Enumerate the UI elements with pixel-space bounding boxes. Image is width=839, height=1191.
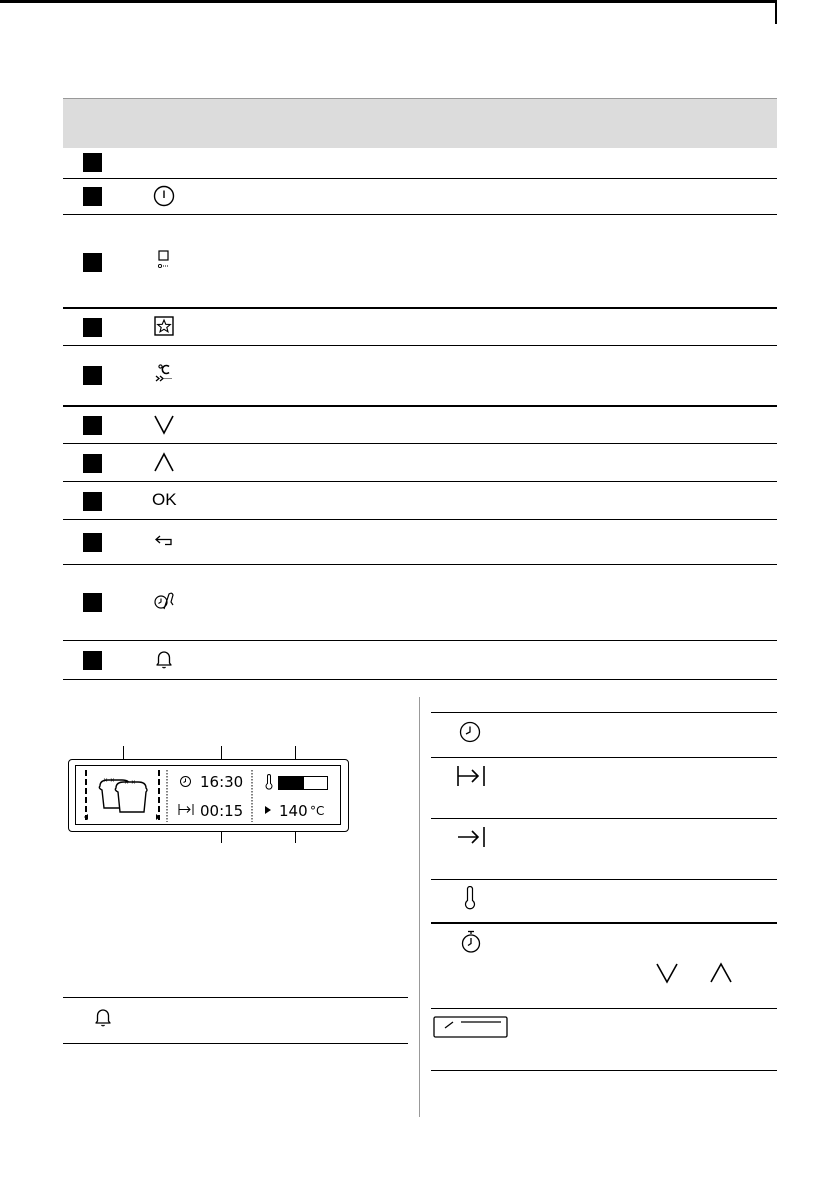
table-row: [63, 179, 777, 215]
display-duration: 00:15: [200, 802, 244, 820]
heat-up-bar: [278, 776, 328, 790]
clock-icon: [179, 775, 192, 788]
table-row: [63, 444, 777, 482]
play-indicator-icon: [265, 806, 271, 814]
oven-display: [68, 759, 349, 832]
table-divider: [431, 818, 777, 819]
row-marker: [83, 153, 102, 172]
timer-indicator-icon: [459, 930, 483, 954]
row-marker: [83, 366, 102, 385]
table-divider: [63, 997, 408, 998]
row-marker: [83, 253, 102, 272]
down-arrow-icon[interactable]: [153, 413, 175, 435]
callout-line: [123, 746, 124, 760]
table-divider: [63, 1043, 408, 1044]
table-row: [63, 520, 777, 565]
light-icon[interactable]: [153, 249, 175, 271]
display-temperature-value: 140: [279, 802, 308, 820]
table-row: [63, 147, 777, 179]
row-marker: [83, 492, 102, 511]
table-row: [63, 215, 777, 309]
duration-icon: [178, 803, 194, 816]
row-marker: [83, 454, 102, 473]
table-row: [63, 346, 777, 407]
page-corner-line: [0, 0, 839, 24]
time-of-day-icon: [458, 720, 482, 744]
table-row: [63, 482, 777, 520]
display-temperature-unit: °C: [310, 804, 325, 818]
thermometer-icon: [264, 774, 274, 790]
row-marker: [83, 593, 102, 612]
heat-up-bar-indicator-icon: [433, 1016, 508, 1038]
display-time: 16:30: [200, 773, 244, 791]
table-row: [63, 565, 777, 641]
row-marker: [83, 416, 102, 435]
table-divider: [431, 712, 777, 713]
display-screen: [75, 765, 341, 825]
back-icon[interactable]: [153, 530, 175, 552]
table-row: [63, 309, 777, 346]
row-marker: [83, 651, 102, 670]
svg-text:× ×: × ×: [124, 779, 136, 786]
callout-line: [221, 746, 222, 760]
down-arrow-icon: [655, 962, 679, 984]
svg-text:× ×: × ×: [103, 777, 115, 784]
clock-functions-icon[interactable]: [153, 590, 175, 612]
heat-up-bar-fill: [279, 777, 304, 789]
table-divider: [431, 879, 777, 880]
bell-icon: [92, 1006, 114, 1028]
table-row: [63, 641, 777, 680]
favourites-icon[interactable]: [153, 315, 175, 337]
minute-minder-icon[interactable]: [153, 648, 175, 670]
table-row: [63, 407, 777, 444]
table-header: [63, 98, 777, 148]
row-marker: [83, 187, 102, 206]
power-icon[interactable]: [153, 185, 175, 207]
column-divider: [419, 697, 420, 1117]
table-divider: [431, 922, 777, 924]
callout-line: [295, 746, 296, 760]
table-divider: [431, 757, 777, 758]
end-indicator-icon: [456, 825, 486, 849]
up-arrow-icon[interactable]: [153, 451, 175, 473]
fast-heat-up-icon[interactable]: [153, 363, 175, 385]
row-marker: [83, 318, 102, 337]
table-divider: [431, 1070, 777, 1071]
ok-button-label[interactable]: OK: [152, 490, 177, 509]
table-divider: [431, 1008, 777, 1009]
row-marker: [83, 533, 102, 552]
temperature-indicator-icon: [462, 886, 478, 910]
up-arrow-icon: [709, 962, 733, 984]
duration-indicator-icon: [456, 764, 486, 788]
